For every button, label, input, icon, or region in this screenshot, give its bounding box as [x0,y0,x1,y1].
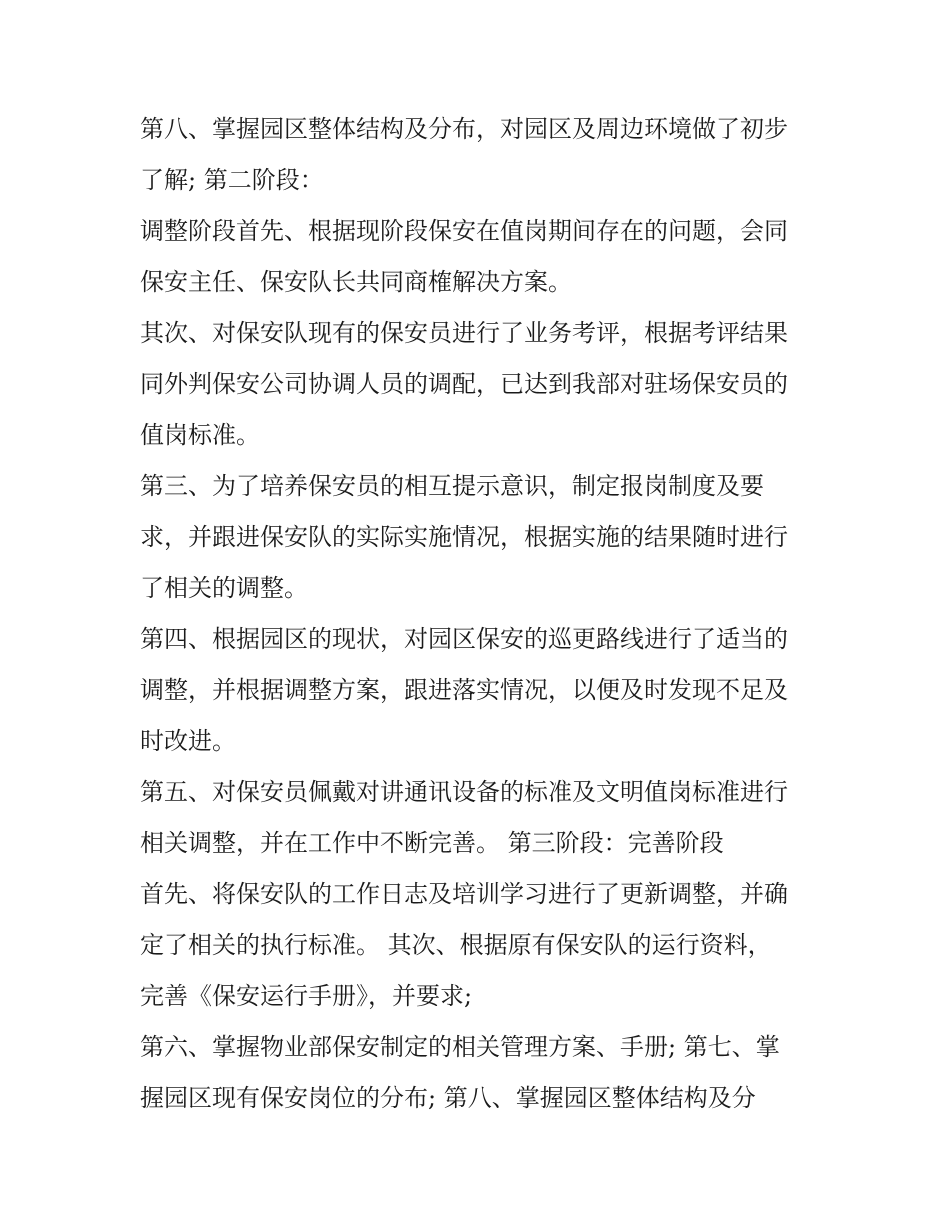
text-line: 调整阶段首先、根据现阶段保安在值岗期间存在的问题，会同 [140,217,788,245]
text-line: 求，并跟进保安队的实际实施情况，根据实施的结果随时进行 [140,523,788,551]
text-line: 相关调整，并在工作中不断完善。 第三阶段：完善阶段 [140,829,724,857]
text-line: 定了相关的执行标准。 其次、根据原有保安队的运行资料， [140,931,772,959]
text-line: 第六、掌握物业部保安制定的相关管理方案、手册; 第七、掌 [140,1033,780,1061]
text-line: 时改进。 [140,727,236,755]
text-line: 值岗标准。 [140,421,260,449]
text-line: 握园区现有保安岗位的分布; 第八、掌握园区整体结构及分 [140,1084,756,1112]
document-body [140,104,820,1124]
text-line: 第三、为了培养保安员的相互提示意识，制定报岗制度及要 [140,472,764,500]
text-line: 其次、对保安队现有的保安员进行了业务考评，根据考评结果 [140,319,788,347]
text-line: 第四、根据园区的现状，对园区保安的巡更路线进行了适当的 [140,625,788,653]
text-line: 完善《保安运行手册》，并要求; [140,982,473,1010]
text-line: 了相关的调整。 [140,574,308,602]
text-line: 同外判保安公司协调人员的调配，已达到我部对驻场保安员的 [140,370,788,398]
text-line: 调整，并根据调整方案，跟进落实情况，以便及时发现不足及 [140,676,788,704]
text-line: 第八、掌握园区整体结构及分布，对园区及周边环境做了初步 [140,115,788,143]
text-line: 了解; 第二阶段： [140,166,324,194]
text-line: 保安主任、保安队长共同商榷解决方案。 [140,268,572,296]
text-line: 首先、将保安队的工作日志及培训学习进行了更新调整，并确 [140,880,788,908]
text-line: 第五、对保安员佩戴对讲通讯设备的标准及文明值岗标准进行 [140,778,788,806]
